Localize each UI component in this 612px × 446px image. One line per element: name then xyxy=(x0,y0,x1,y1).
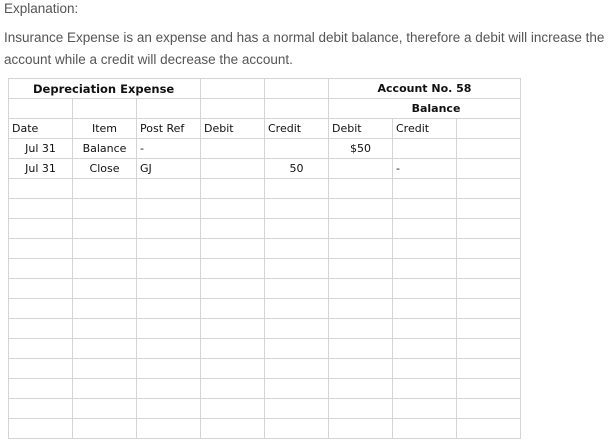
empty-cell xyxy=(329,339,393,359)
empty-cell xyxy=(201,199,265,219)
balance-header: Balance xyxy=(329,99,521,119)
empty-cell xyxy=(393,359,457,379)
empty-cell xyxy=(201,179,265,199)
empty-cell xyxy=(137,279,201,299)
empty-cell xyxy=(73,259,137,279)
empty-cell xyxy=(9,339,73,359)
empty-cell xyxy=(73,399,137,419)
empty-cell xyxy=(201,339,265,359)
empty-cell xyxy=(457,359,521,379)
credit-cell xyxy=(265,139,329,159)
empty-cell xyxy=(9,219,73,239)
empty-cell xyxy=(201,299,265,319)
empty-cell xyxy=(73,279,137,299)
empty-cell xyxy=(9,239,73,259)
empty-cell xyxy=(137,419,201,439)
empty-cell xyxy=(265,179,329,199)
empty-cell xyxy=(393,299,457,319)
account-number: Account No. 58 xyxy=(329,79,521,99)
balance-credit-header: Credit xyxy=(393,119,457,139)
empty-cell xyxy=(137,259,201,279)
empty-cell xyxy=(265,419,329,439)
post-ref-header: Post Ref xyxy=(137,119,201,139)
empty-cell xyxy=(201,259,265,279)
empty-cell xyxy=(9,279,73,299)
empty-cell xyxy=(457,219,521,239)
empty-cell xyxy=(265,339,329,359)
empty-cell xyxy=(329,379,393,399)
balance-header-row xyxy=(9,99,521,119)
empty-ledger-row xyxy=(9,419,521,439)
empty-cell xyxy=(329,239,393,259)
empty-cell xyxy=(201,379,265,399)
empty-cell xyxy=(9,179,73,199)
balance-credit-cell xyxy=(393,139,457,159)
debit-cell xyxy=(201,159,265,179)
empty-cell xyxy=(73,179,137,199)
empty-ledger-row xyxy=(9,179,521,199)
empty-cell xyxy=(73,219,137,239)
empty-ledger-row xyxy=(9,299,521,319)
empty-cell xyxy=(137,379,201,399)
empty-cell xyxy=(73,339,137,359)
balance-debit-cell xyxy=(329,159,393,179)
empty-cell xyxy=(329,259,393,279)
empty-cell xyxy=(265,379,329,399)
date-header: Date xyxy=(9,119,73,139)
empty-ledger-row xyxy=(9,359,521,379)
debit-cell xyxy=(201,139,265,159)
empty-cell xyxy=(201,359,265,379)
date-cell: Jul 31 xyxy=(9,139,73,159)
empty-cell xyxy=(73,239,137,259)
empty-cell xyxy=(265,399,329,419)
empty-cell xyxy=(137,179,201,199)
empty-cell xyxy=(329,319,393,339)
empty-cell xyxy=(137,299,201,319)
empty-cell xyxy=(457,319,521,339)
empty-cell xyxy=(329,399,393,419)
empty-cell xyxy=(9,259,73,279)
empty-cell xyxy=(9,299,73,319)
empty-cell xyxy=(9,399,73,419)
empty-cell xyxy=(457,299,521,319)
empty-ledger-row xyxy=(9,199,521,219)
empty-cell xyxy=(265,359,329,379)
post-ref-cell: GJ xyxy=(137,159,201,179)
empty-cell xyxy=(457,199,521,219)
empty-cell xyxy=(393,419,457,439)
empty-cell xyxy=(393,219,457,239)
empty-cell xyxy=(393,279,457,299)
empty-cell xyxy=(457,339,521,359)
empty-cell xyxy=(201,399,265,419)
empty-cell xyxy=(201,239,265,259)
empty-ledger-row xyxy=(9,219,521,239)
empty-cell xyxy=(201,219,265,239)
explanation-text: Insurance Expense is an expense and has a normal debit balance, therefore a debit will increase the account while a credit will decrease the account. xyxy=(4,30,605,67)
empty-cell xyxy=(393,399,457,419)
balance-credit-cell: - xyxy=(393,159,457,179)
balance-debit-header: Debit xyxy=(329,119,393,139)
explanation-title: Explanation: xyxy=(4,1,79,16)
empty-cell xyxy=(393,199,457,219)
empty-cell xyxy=(457,179,521,199)
empty-cell xyxy=(137,399,201,419)
empty-cell xyxy=(265,299,329,319)
empty-cell xyxy=(73,199,137,219)
empty-ledger-row xyxy=(9,239,521,259)
empty-cell xyxy=(201,319,265,339)
empty-cell xyxy=(137,199,201,219)
empty-ledger-row xyxy=(9,319,521,339)
empty-cell xyxy=(9,419,73,439)
empty-cell xyxy=(457,239,521,259)
ledger-row xyxy=(9,139,521,159)
empty-cell xyxy=(137,319,201,339)
empty-cell xyxy=(457,379,521,399)
empty-ledger-row xyxy=(9,399,521,419)
post-ref-cell: - xyxy=(137,139,201,159)
empty-ledger-row xyxy=(9,379,521,399)
empty-cell xyxy=(393,339,457,359)
column-header-row xyxy=(9,119,521,139)
empty-cell xyxy=(201,279,265,299)
empty-cell xyxy=(329,279,393,299)
empty-cell xyxy=(137,339,201,359)
empty-ledger-row xyxy=(9,259,521,279)
empty-cell xyxy=(393,239,457,259)
empty-cell xyxy=(137,219,201,239)
empty-cell xyxy=(137,239,201,259)
item-header: Item xyxy=(73,119,137,139)
date-cell: Jul 31 xyxy=(9,159,73,179)
account-header-row xyxy=(9,79,521,99)
empty-cell xyxy=(265,199,329,219)
empty-cell xyxy=(73,419,137,439)
empty-cell xyxy=(73,379,137,399)
empty-cell xyxy=(9,319,73,339)
empty-cell xyxy=(393,319,457,339)
empty-cell xyxy=(457,399,521,419)
empty-cell xyxy=(265,239,329,259)
item-cell: Balance xyxy=(73,139,137,159)
credit-cell: 50 xyxy=(265,159,329,179)
empty-ledger-row xyxy=(9,279,521,299)
empty-ledger-row xyxy=(9,339,521,359)
empty-cell xyxy=(73,319,137,339)
empty-cell xyxy=(9,199,73,219)
empty-cell xyxy=(457,419,521,439)
empty-cell xyxy=(201,419,265,439)
empty-cell xyxy=(329,299,393,319)
empty-cell xyxy=(329,199,393,219)
empty-cell xyxy=(265,319,329,339)
balance-debit-cell: $50 xyxy=(329,139,393,159)
empty-cell xyxy=(329,179,393,199)
empty-cell xyxy=(73,359,137,379)
empty-cell xyxy=(265,259,329,279)
account-name: Depreciation Expense xyxy=(9,79,201,99)
empty-cell xyxy=(393,179,457,199)
empty-cell xyxy=(457,259,521,279)
empty-cell xyxy=(265,279,329,299)
empty-cell xyxy=(457,279,521,299)
empty-cell xyxy=(329,359,393,379)
empty-cell xyxy=(137,359,201,379)
empty-cell xyxy=(329,419,393,439)
credit-header: Credit xyxy=(265,119,329,139)
empty-cell xyxy=(329,219,393,239)
empty-cell xyxy=(9,359,73,379)
item-cell: Close xyxy=(73,159,137,179)
debit-header: Debit xyxy=(201,119,265,139)
empty-cell xyxy=(9,379,73,399)
empty-cell xyxy=(393,259,457,279)
empty-cell xyxy=(265,219,329,239)
ledger-row xyxy=(9,159,521,179)
empty-cell xyxy=(73,299,137,319)
empty-cell xyxy=(393,379,457,399)
general-ledger-table xyxy=(8,78,521,439)
